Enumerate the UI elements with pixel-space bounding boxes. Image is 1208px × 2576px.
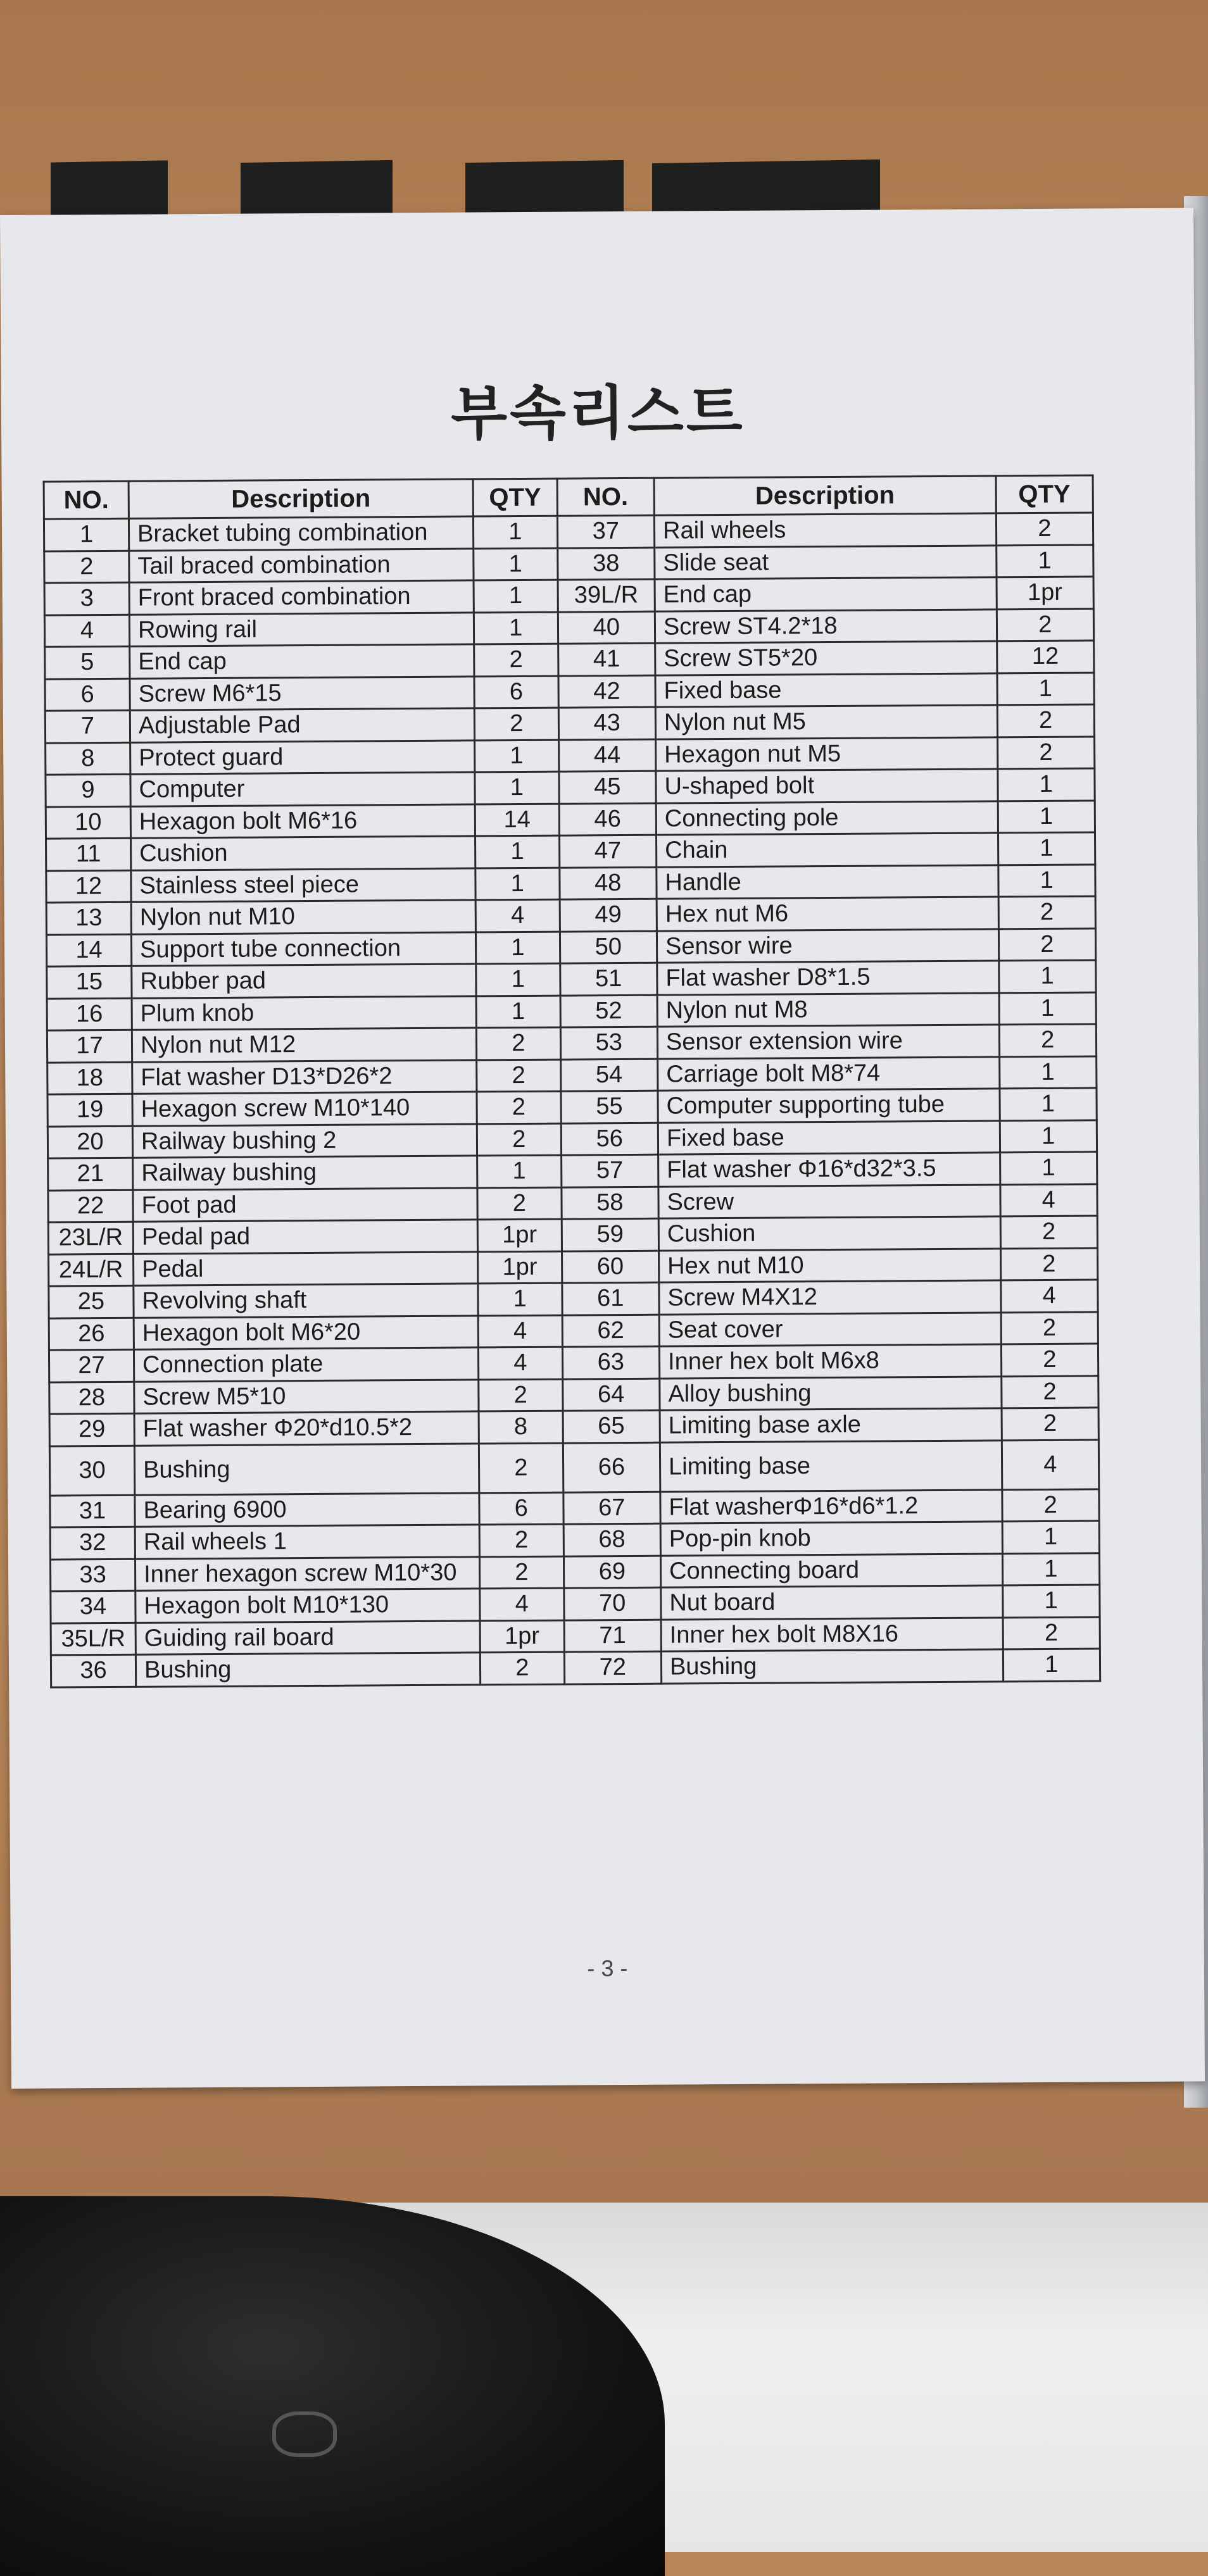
part-description-cell: Hexagon bolt M6*16 (130, 804, 475, 838)
part-no-cell: 6 (45, 678, 130, 711)
part-no-cell: 41 (558, 643, 655, 675)
part-description-cell: Bushing (135, 1653, 480, 1687)
part-no-cell: 24L/R (49, 1254, 134, 1286)
part-description-cell: Bushing (134, 1443, 479, 1494)
part-description-cell: Nylon nut M5 (655, 705, 997, 739)
part-no-cell: 4 (44, 615, 129, 647)
part-description-cell: Flat washerΦ16*d6*1.2 (660, 1489, 1002, 1523)
part-description-cell: End cap (130, 644, 474, 678)
header-qty: QTY (473, 478, 557, 516)
part-qty-cell: 2 (1002, 1408, 1099, 1440)
part-description-cell: Flat washer Φ20*d10.5*2 (134, 1411, 479, 1446)
part-no-cell: 23L/R (48, 1222, 133, 1254)
part-description-cell: Foot pad (133, 1187, 477, 1222)
part-no-cell: 47 (559, 835, 657, 867)
part-description-cell: Hexagon screw M10*140 (132, 1092, 477, 1126)
part-qty-cell: 2 (477, 1091, 561, 1123)
part-qty-cell: 1 (474, 548, 558, 580)
part-no-cell: 71 (564, 1620, 662, 1652)
part-description-cell: Sensor extension wire (657, 1025, 999, 1059)
part-qty-cell: 2 (997, 608, 1094, 641)
part-description-cell: Plum knob (132, 996, 476, 1030)
part-description-cell: Railway bushing 2 (132, 1123, 477, 1158)
part-qty-cell: 8 (479, 1411, 563, 1443)
part-qty-cell: 2 (477, 1187, 562, 1220)
part-description-cell: Nylon nut M8 (657, 992, 999, 1027)
part-qty-cell: 1 (475, 740, 559, 772)
part-description-cell: Flat washer D8*1.5 (657, 961, 999, 995)
part-qty-cell: 2 (1003, 1616, 1100, 1649)
part-no-cell: 7 (45, 710, 130, 742)
part-description-cell: Adjustable Pad (130, 708, 474, 742)
part-qty-cell: 2 (474, 644, 558, 676)
part-no-cell: 53 (560, 1027, 658, 1059)
part-no-cell: 60 (562, 1251, 659, 1283)
part-description-cell: Railway bushing (133, 1156, 477, 1190)
part-no-cell: 49 (560, 899, 657, 931)
part-qty-cell: 2 (476, 1027, 560, 1060)
part-qty-cell: 14 (475, 804, 559, 836)
part-no-cell: 5 (45, 646, 130, 678)
part-description-cell: Bearing 6900 (135, 1492, 479, 1527)
part-qty-cell: 2 (477, 1060, 561, 1092)
part-no-cell: 30 (49, 1446, 134, 1496)
part-description-cell: Fixed base (658, 1120, 1000, 1154)
part-no-cell: 56 (561, 1123, 658, 1155)
part-description-cell: Alloy bushing (660, 1376, 1002, 1410)
part-no-cell: 31 (50, 1495, 135, 1527)
part-no-cell: 43 (558, 707, 656, 739)
part-no-cell: 40 (558, 611, 655, 644)
table-row (49, 1439, 1098, 1495)
part-qty-cell: 1 (998, 800, 1095, 832)
header-description: Description (654, 476, 996, 515)
part-description-cell: Cushion (131, 836, 475, 870)
shoe-lace (272, 2411, 337, 2457)
table-row (51, 1649, 1100, 1687)
part-qty-cell: 1 (1000, 1152, 1097, 1184)
part-qty-cell: 1pr (997, 577, 1094, 609)
part-no-cell: 22 (48, 1190, 133, 1222)
part-description-cell: Connecting board (660, 1553, 1002, 1587)
part-no-cell: 3 (44, 582, 129, 615)
part-description-cell: Inner hexagon screw M10*30 (135, 1556, 479, 1591)
part-description-cell: Front braced combination (129, 580, 474, 615)
part-description-cell: Hex nut M10 (658, 1248, 1000, 1282)
part-no-cell: 42 (558, 675, 656, 708)
part-description-cell: Screw M6*15 (130, 676, 474, 710)
part-qty-cell: 1 (998, 960, 1096, 992)
part-description-cell: Screw ST4.2*18 (655, 609, 997, 643)
part-no-cell: 8 (46, 742, 130, 775)
part-no-cell: 44 (558, 739, 656, 772)
part-no-cell: 64 (562, 1379, 660, 1411)
part-description-cell: Hexagon nut M5 (656, 737, 998, 771)
part-no-cell: 57 (561, 1154, 658, 1187)
part-no-cell: 58 (561, 1187, 658, 1219)
part-description-cell: Flat washer Φ16*d32*3.5 (658, 1153, 1000, 1187)
part-qty-cell: 2 (1002, 1489, 1099, 1521)
part-no-cell: 52 (560, 995, 658, 1027)
part-description-cell: Rowing rail (129, 612, 474, 646)
part-no-cell: 65 (563, 1410, 660, 1442)
part-no-cell: 66 (563, 1442, 660, 1492)
part-qty-cell: 1 (476, 963, 560, 996)
part-qty-cell: 2 (1000, 1247, 1098, 1280)
part-description-cell: Tail braced combination (129, 548, 474, 582)
part-description-cell: Inner hex bolt M6x8 (659, 1344, 1001, 1379)
part-no-cell: 69 (563, 1556, 661, 1588)
part-description-cell: Connecting pole (656, 801, 998, 835)
part-no-cell: 12 (46, 870, 131, 903)
part-description-cell: Protect guard (130, 740, 475, 774)
part-qty-cell: 1 (997, 672, 1094, 704)
part-qty-cell: 1pr (477, 1219, 562, 1251)
part-qty-cell: 1 (477, 1155, 562, 1187)
part-qty-cell: 2 (479, 1443, 563, 1493)
part-description-cell: Support tube connection (131, 932, 475, 966)
part-description-cell: Connection plate (134, 1347, 478, 1382)
part-description-cell: Screw M5*10 (134, 1379, 479, 1413)
part-qty-cell: 1 (473, 516, 557, 548)
table-body (44, 513, 1100, 1687)
part-no-cell: 34 (51, 1591, 135, 1623)
part-qty-cell: 1 (1002, 1553, 1100, 1585)
part-qty-cell: 6 (479, 1492, 563, 1525)
part-no-cell: 18 (47, 1062, 132, 1094)
part-no-cell: 51 (560, 963, 657, 995)
part-no-cell: 27 (49, 1349, 134, 1382)
part-qty-cell: 1pr (478, 1251, 562, 1284)
part-qty-cell: 4 (1002, 1439, 1099, 1489)
part-no-cell: 13 (46, 902, 131, 934)
booklet-page (0, 208, 1205, 2088)
part-qty-cell: 1 (476, 996, 560, 1028)
part-description-cell: Slide seat (655, 545, 997, 579)
part-qty-cell: 2 (477, 1123, 561, 1156)
part-description-cell: Screw M4X12 (659, 1280, 1001, 1315)
part-description-cell: Pedal pad (133, 1220, 477, 1254)
part-description-cell: Inner hex bolt M8X16 (661, 1617, 1003, 1651)
page-title: 부속리스트 (450, 380, 745, 447)
part-no-cell: 11 (46, 838, 131, 870)
part-no-cell: 38 (557, 547, 655, 580)
part-description-cell: Screw ST5*20 (655, 641, 997, 675)
part-no-cell: 61 (562, 1282, 659, 1315)
part-qty-cell: 2 (1000, 1216, 1098, 1248)
header-no: NO. (557, 478, 655, 516)
part-qty-cell: 1 (475, 835, 560, 868)
part-description-cell: Carriage bolt M8*74 (658, 1056, 1000, 1091)
part-qty-cell: 1 (475, 932, 560, 964)
part-qty-cell: 2 (997, 704, 1095, 737)
part-description-cell: Bushing (661, 1649, 1003, 1684)
part-no-cell: 17 (47, 1030, 132, 1062)
part-qty-cell: 1 (1002, 1585, 1100, 1617)
part-qty-cell: 4 (478, 1315, 562, 1347)
part-description-cell: Pop-pin knob (660, 1522, 1002, 1556)
part-description-cell: Rail wheels 1 (135, 1525, 479, 1559)
part-qty-cell: 2 (999, 1024, 1097, 1056)
part-no-cell: 16 (47, 998, 132, 1030)
part-qty-cell: 1 (474, 580, 558, 612)
part-no-cell: 15 (47, 966, 132, 998)
part-qty-cell: 1 (1000, 1088, 1097, 1120)
part-qty-cell: 2 (474, 708, 558, 740)
part-description-cell: Fixed base (655, 673, 997, 707)
part-qty-cell: 2 (998, 896, 1096, 928)
part-qty-cell: 1 (478, 1283, 562, 1315)
part-no-cell: 21 (48, 1158, 133, 1190)
part-qty-cell: 2 (996, 513, 1093, 545)
part-description-cell: Limiting base (660, 1440, 1002, 1491)
part-qty-cell: 1 (1000, 1120, 1097, 1152)
part-no-cell: 48 (559, 867, 657, 899)
part-qty-cell: 1 (997, 768, 1095, 801)
part-qty-cell: 4 (480, 1588, 564, 1620)
part-no-cell: 1 (44, 518, 129, 551)
header-description: Description (129, 479, 473, 518)
part-no-cell: 20 (47, 1126, 132, 1158)
part-no-cell: 19 (47, 1094, 132, 1126)
part-no-cell: 32 (50, 1527, 135, 1559)
part-no-cell: 63 (562, 1346, 660, 1379)
part-description-cell: Guiding rail board (135, 1620, 480, 1654)
part-no-cell: 10 (46, 806, 130, 839)
part-no-cell: 59 (562, 1218, 659, 1251)
part-no-cell: 35L/R (51, 1623, 135, 1655)
part-description-cell: Hexagon bolt M10*130 (135, 1589, 480, 1623)
part-description-cell: Sensor wire (657, 928, 998, 963)
part-description-cell: Rubber pad (132, 964, 476, 998)
part-qty-cell: 1 (998, 864, 1095, 896)
part-description-cell: End cap (655, 577, 997, 611)
part-no-cell: 62 (562, 1315, 660, 1347)
part-no-cell: 2 (44, 551, 129, 583)
part-description-cell: Nylon nut M12 (132, 1028, 476, 1062)
part-description-cell: Limiting base axle (660, 1408, 1002, 1442)
part-description-cell: Computer supporting tube (658, 1089, 1000, 1123)
parts-table (43, 474, 1102, 1688)
part-no-cell: 14 (46, 934, 131, 966)
part-qty-cell: 4 (1000, 1280, 1098, 1312)
part-no-cell: 50 (560, 931, 657, 963)
part-description-cell: Nylon nut M10 (131, 900, 475, 934)
part-no-cell: 46 (559, 803, 657, 835)
part-no-cell: 55 (561, 1091, 658, 1123)
part-qty-cell: 1 (1002, 1521, 1100, 1553)
part-qty-cell: 12 (997, 641, 1094, 673)
part-description-cell: Seat cover (659, 1312, 1001, 1346)
part-no-cell: 28 (49, 1382, 134, 1414)
part-no-cell: 29 (49, 1413, 134, 1446)
part-qty-cell: 2 (479, 1524, 563, 1556)
part-description-cell: Handle (657, 865, 998, 899)
part-description-cell: Rail wheels (654, 513, 996, 547)
part-qty-cell: 2 (1001, 1311, 1098, 1344)
part-qty-cell: 1 (475, 772, 559, 804)
part-description-cell: Chain (656, 833, 998, 867)
header-no: NO. (44, 481, 129, 519)
part-qty-cell: 1 (474, 612, 558, 644)
part-no-cell: 70 (563, 1587, 661, 1620)
part-description-cell: Pedal (134, 1251, 478, 1285)
part-qty-cell: 4 (478, 1347, 562, 1379)
part-no-cell: 67 (563, 1492, 660, 1524)
part-qty-cell: 4 (475, 899, 560, 932)
part-qty-cell: 2 (480, 1556, 564, 1589)
part-qty-cell: 2 (1001, 1375, 1098, 1408)
part-qty-cell: 1 (999, 992, 1097, 1024)
part-no-cell: 54 (560, 1059, 658, 1091)
part-qty-cell: 6 (474, 676, 558, 708)
part-no-cell: 37 (557, 515, 655, 547)
part-no-cell: 36 (51, 1654, 135, 1687)
part-no-cell: 39L/R (558, 579, 655, 611)
part-no-cell: 26 (49, 1318, 134, 1350)
page-number: - 3 - (587, 1954, 628, 1982)
part-qty-cell: 1 (999, 1056, 1097, 1088)
part-description-cell: Screw (658, 1184, 1000, 1218)
table-header-row (44, 475, 1093, 519)
part-no-cell: 72 (564, 1651, 662, 1684)
part-qty-cell: 4 (1000, 1184, 1097, 1216)
part-no-cell: 45 (558, 771, 656, 803)
part-qty-cell: 1 (475, 868, 560, 900)
part-qty-cell: 2 (480, 1652, 564, 1684)
part-no-cell: 9 (46, 774, 130, 806)
part-description-cell: Hexagon bolt M6*20 (134, 1315, 478, 1349)
part-description-cell: U-shaped bolt (656, 769, 998, 803)
part-qty-cell: 1 (998, 832, 1095, 865)
part-description-cell: Cushion (658, 1216, 1000, 1251)
part-no-cell: 33 (50, 1559, 135, 1591)
header-qty: QTY (996, 475, 1093, 513)
part-description-cell: Revolving shaft (134, 1284, 478, 1318)
part-description-cell: Hex nut M6 (657, 897, 998, 931)
part-qty-cell: 1pr (480, 1620, 564, 1653)
part-description-cell: Computer (130, 772, 475, 806)
part-no-cell: 68 (563, 1523, 661, 1556)
part-description-cell: Flat washer D13*D26*2 (132, 1060, 477, 1094)
part-qty-cell: 2 (997, 736, 1095, 768)
part-qty-cell: 2 (479, 1379, 563, 1411)
part-qty-cell: 2 (1001, 1344, 1098, 1376)
part-description-cell: Nut board (661, 1585, 1003, 1620)
part-description-cell: Stainless steel piece (131, 868, 475, 902)
part-qty-cell: 1 (1003, 1649, 1100, 1681)
part-qty-cell: 2 (998, 928, 1096, 960)
part-description-cell: Bracket tubing combination (129, 516, 473, 551)
part-no-cell: 25 (49, 1285, 134, 1318)
part-qty-cell: 1 (996, 544, 1093, 577)
